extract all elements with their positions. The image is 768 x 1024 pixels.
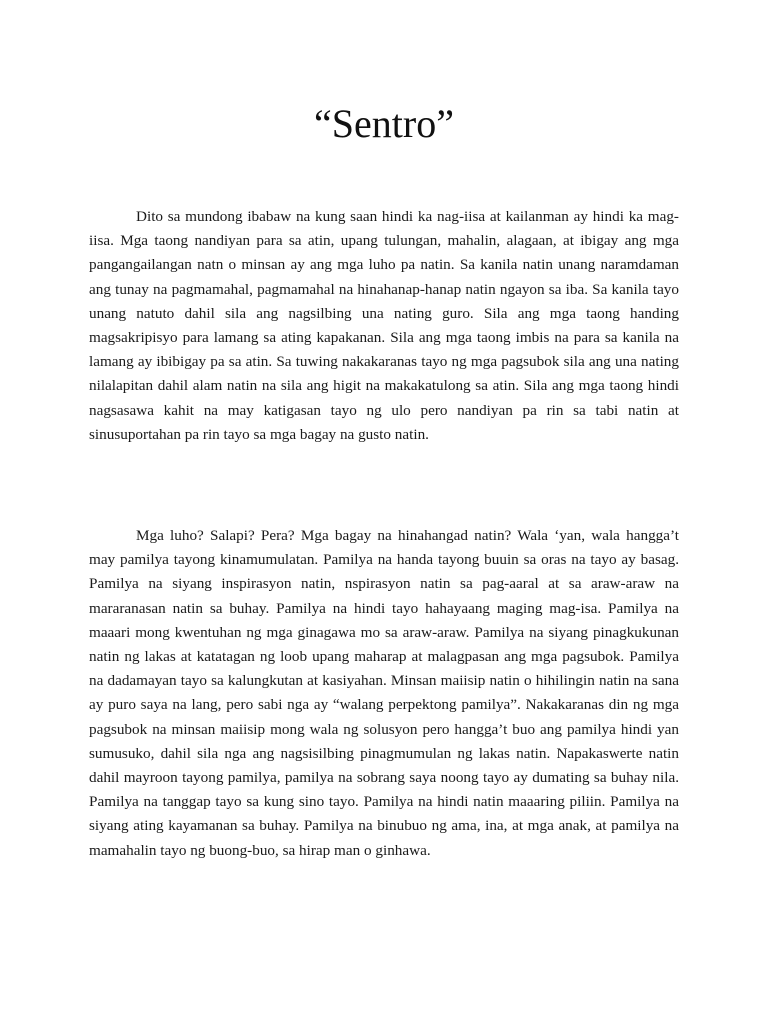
- paragraph-1: Dito sa mundong ibabaw na kung saan hindi ka nag-iisa at kailanman ay hindi ka mag-iisa. Mga taong nandiyan para sa atin, upang tulungan, mahalin, alagaan, at ibigay ang mga pangangailangan natn o minsan ay ang mga luho pa natin. Sa kanila natin unang naramdaman ang tunay na pagmamahal, pagmamahal na hinahanap-hanap natin ngayon sa iba. Sa kanila tayo unang natuto dahil sila ang nagsilbing una nating guro. Sila ang mga taong handing magsakripisyo para lamang sa ating kapakanan. Sila ang mga taong imbis na para sa kanila na lamang ay ibibigay pa sa atin. Sa tuwing nakakaranas tayo ng mga pagsubok sila ang una nating nilalapitan dahil alam natin na sila ang higit na makakatulong sa atin. Sila ang mga taong hindi nagsasawa kahit na may katigasan tayo ng ulo pero nandiyan pa rin sa tabi natin at sinusuportahan pa rin tayo sa mga bagay na gusto natin.: [89, 208, 679, 443]
- document-title: “Sentro”: [314, 101, 454, 146]
- paragraph-2: Mga luho? Salapi? Pera? Mga bagay na hinahangad natin? Wala ‘yan, wala hangga’t may pamilya tayong kinamumulatan. Pamilya na handa tayong buuin sa oras na tayo ay basag. Pamilya na siyang inspirasyon natin, nspirasyon natin sa pag-aaral at sa araw-araw na mararanasan natin sa buhay. Pamilya na hindi tayo hahayaang maging mag-isa. Pamilya na maaari mong kwentuhan ng mga ginagawa mo sa araw-araw. Pamilya na siyang pinagkukunan natin ng lakas at katatagan ng loob upang maharap at malagpasan ang mga pagsubok. Pamilya na dadamayan tayo sa kalungkutan at kasiyahan. Minsan maiisip natin o hihilingin natin na sana ay puro saya na lang, pero sabi nga ay “walang perpektong pamilya”. Nakakaranas din ng mga pagsubok na minsan maiisip mong wala ng solusyon pero hangga’t buo ang pamilya hindi yan sumusuko, dahil sila nga ang nagsisilbing pinagmumulan ng lakas natin. Napakaswerte natin dahil mayroon tayong pamilya, pamilya na sobrang saya noong tayo ay dumating sa buhay nila. Pamilya na tanggap tayo sa kung sino tayo. Pamilya na hindi natin maaaring piliin. Pamilya na siyang ating kayamanan sa buhay. Pamilya na binubuo ng ama, ina, at mga anak, at pamilya na mamahalin tayo ng buong-buo, sa hirap man o ginhawa.: [89, 527, 679, 859]
